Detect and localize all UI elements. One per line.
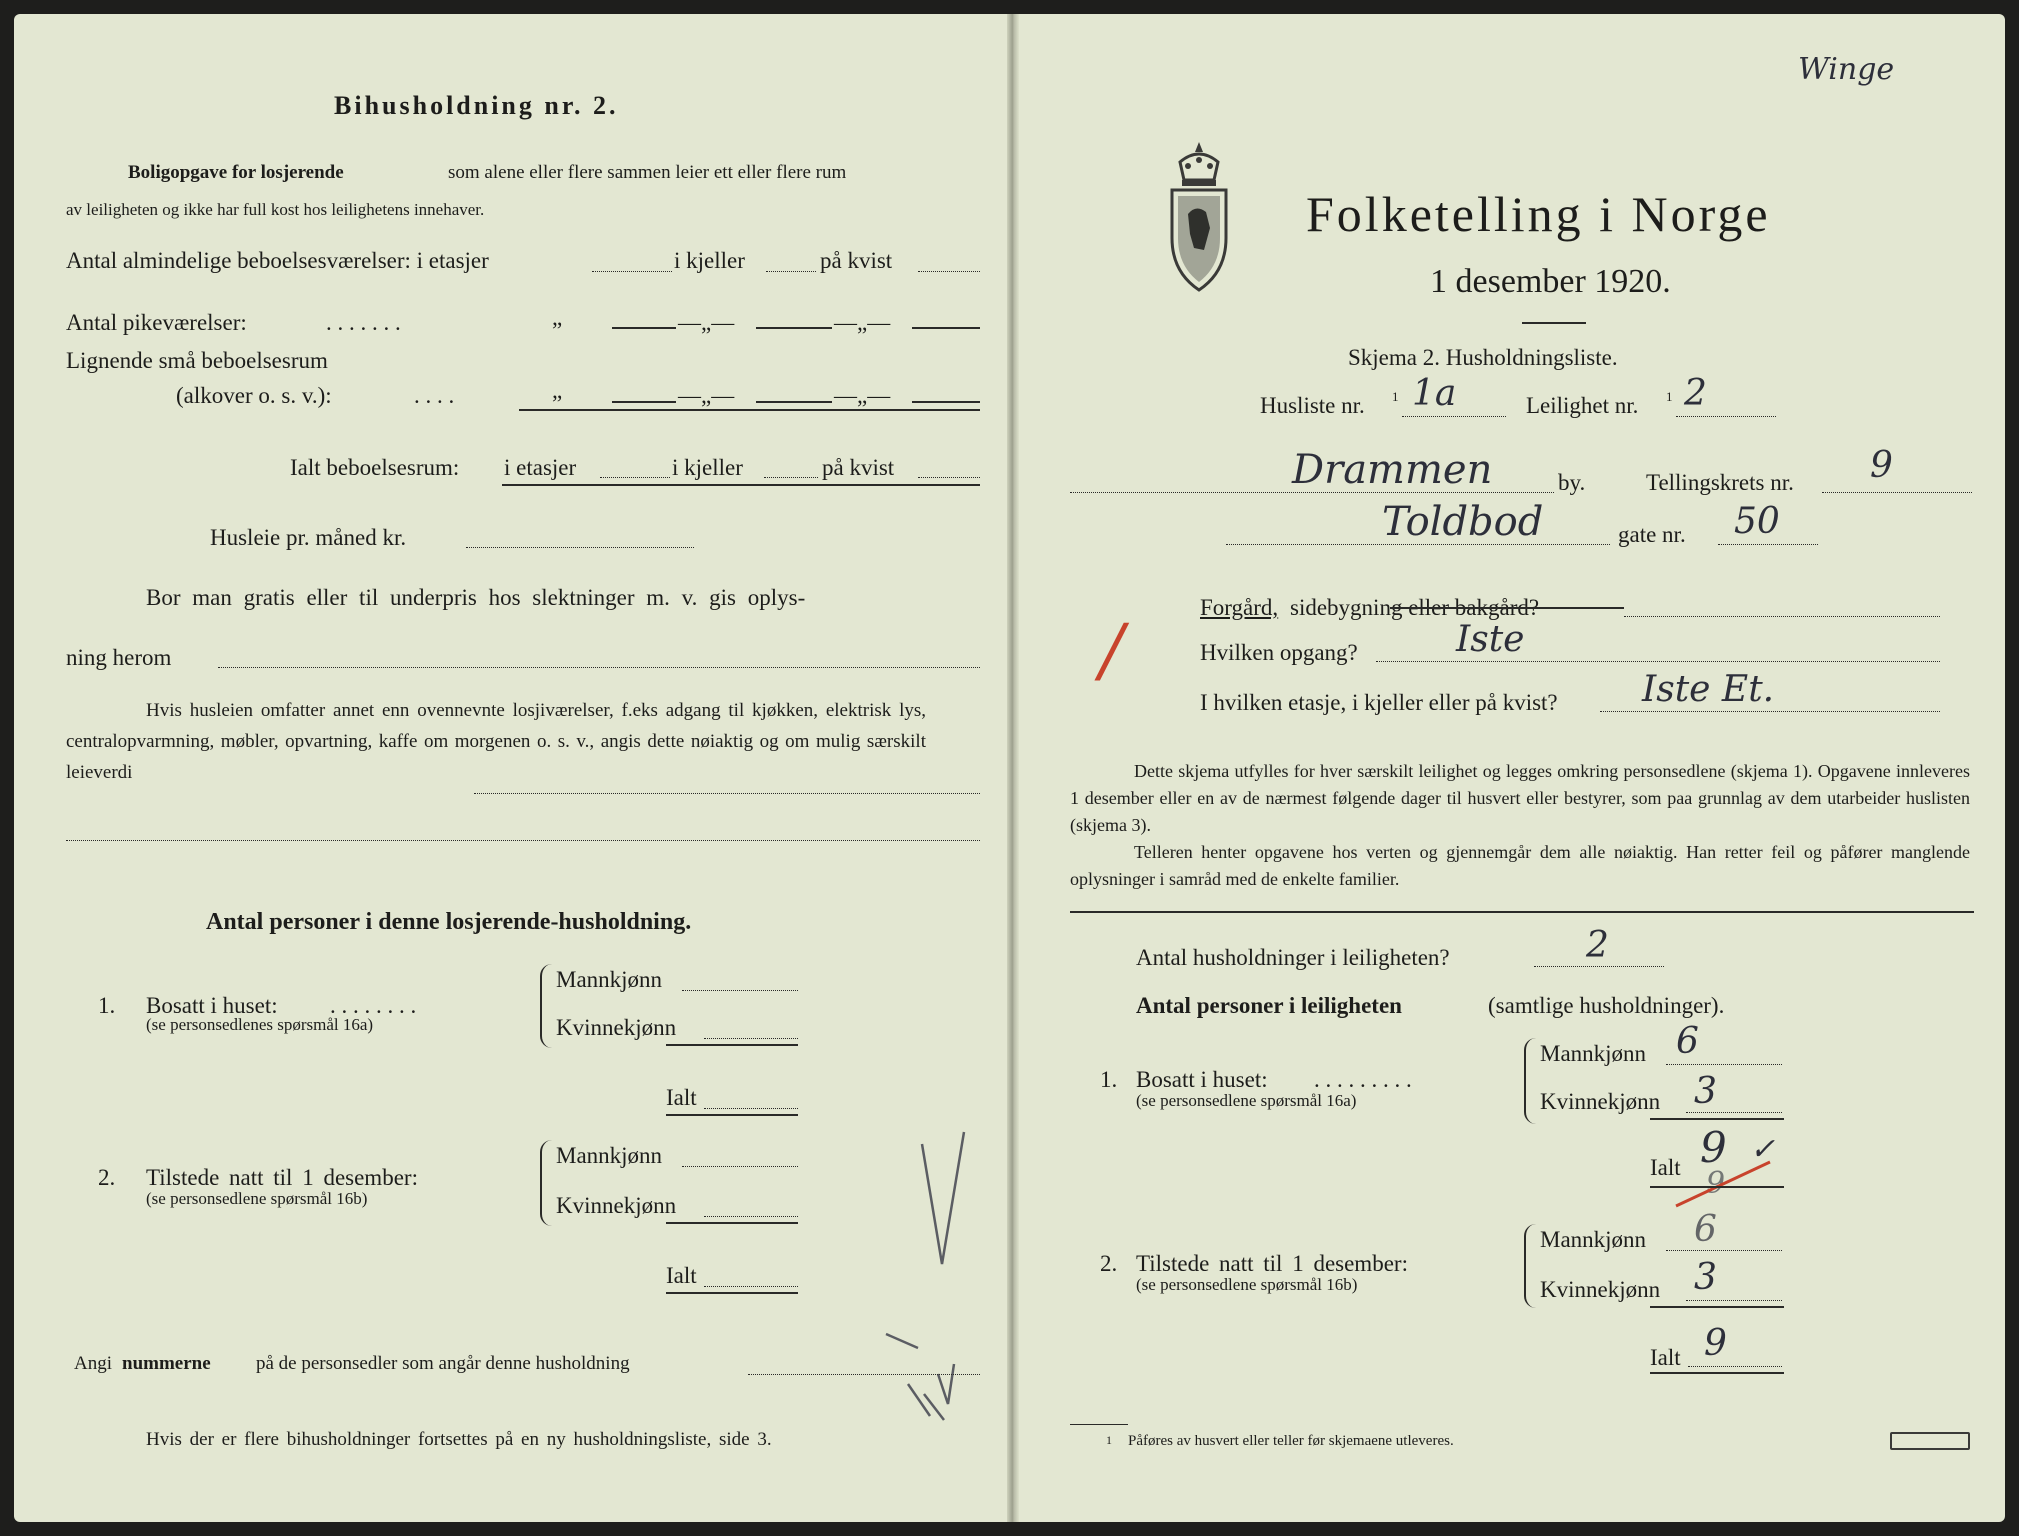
intro-line-1: som alene eller flere sammen leier ett eller flere rum	[448, 162, 847, 183]
ialt-rooms-label: Ialt beboelsesrum:	[290, 455, 460, 480]
right-item2-sub: (se personsedlene spørsmål 16b)	[1136, 1275, 1358, 1294]
pike-ditto-1: „	[552, 305, 563, 330]
pike-ditto-2: —„—	[678, 310, 735, 335]
right-item2-mann-value[interactable]: 6	[1694, 1209, 1717, 1250]
instructions-1: Dette skjema utfylles for hver særskilt leilighet og legges omkring personsedlene (skjema 1). Opgavene innleveres 1 desember eller en av de nærmest følgende dager til husvert eller bestyrer, som paa grunnlag av dem utarbeider huslisten (skjema 3).	[1070, 761, 1970, 835]
intro-line-2: av leiligheten og ikke har full kost hos leilighetens innehaver.	[66, 200, 485, 219]
left-item2-num: 2.	[98, 1165, 116, 1190]
tellingskrets-label: Tellingskrets nr.	[1646, 470, 1794, 495]
census-form-sheet	[14, 14, 2005, 1522]
angi-field[interactable]	[748, 1374, 980, 1375]
right-persons-bold: Antal personer i leiligheten	[1136, 993, 1402, 1018]
alkover-ditto-2: —„—	[678, 383, 735, 408]
sidebygning-strike	[1390, 607, 1624, 609]
printer-stamp	[1890, 1432, 1970, 1450]
right-item1-label: Bosatt i huset:	[1136, 1067, 1268, 1092]
right-item1-kvinne-label: Kvinnekjønn	[1540, 1089, 1661, 1114]
title-divider	[1522, 322, 1586, 324]
pike-field-2[interactable]	[756, 327, 832, 329]
ialt-kjeller-label: i kjeller	[672, 455, 743, 480]
gate-label: gate nr.	[1618, 522, 1686, 547]
right-item2-num: 2.	[1100, 1251, 1118, 1276]
footnote-rule	[1070, 1424, 1128, 1425]
angi-post: på de personsedler som angår denne husholdning	[256, 1353, 630, 1374]
census-date: 1 desember 1920.	[1430, 263, 1671, 300]
pencil-check-mark	[914, 1124, 974, 1274]
left-item1-sum-rule	[666, 1044, 798, 1046]
right-item1-mann-value[interactable]: 6	[1676, 1021, 1699, 1062]
right-item1-kvinne-field	[1686, 1112, 1782, 1113]
left-item2-ialt-label: Ialt	[666, 1263, 697, 1288]
right-item1-brace	[1524, 1038, 1536, 1124]
pike-dots: . . . . . . .	[326, 310, 401, 335]
angi-bold: nummerne	[122, 1353, 211, 1374]
angi-pre: Angi	[74, 1353, 112, 1374]
left-persons-heading: Antal personer i denne losjerende-husholdning.	[206, 909, 692, 935]
forgard-field[interactable]	[1624, 616, 1940, 617]
tellingskrets-field	[1822, 492, 1972, 493]
leieverdi-field-2[interactable]	[66, 840, 980, 841]
ialt-etasjer-label: i etasjer	[504, 455, 577, 480]
right-item1-sum-rule	[1650, 1118, 1784, 1120]
alkover-ditto-3: —„—	[834, 383, 891, 408]
tellingskrets-value[interactable]: 9	[1870, 445, 1893, 486]
by-label: by.	[1558, 470, 1586, 495]
ialt-etasjer-field[interactable]	[600, 477, 670, 478]
husleie-field[interactable]	[466, 547, 694, 548]
sidebygning-text: sidebygning eller bakgård?	[1290, 595, 1540, 620]
city-field	[1070, 492, 1554, 493]
alkover-field-3[interactable]	[912, 401, 980, 403]
husliste-footnote-mark: 1	[1392, 389, 1399, 404]
left-item2-mann-label: Mannkjønn	[556, 1143, 663, 1168]
right-item1-ialt-struck: 9	[1706, 1166, 1726, 1201]
etasje-field	[1600, 711, 1940, 712]
right-item2-ialt-field	[1688, 1366, 1782, 1367]
left-item2-kvinne-field[interactable]	[704, 1216, 798, 1217]
leilighet-label: Leilighet nr.	[1526, 393, 1639, 418]
right-item2-kvinne-label: Kvinnekjønn	[1540, 1277, 1661, 1302]
left-item1-kvinne-label: Kvinnekjønn	[556, 1015, 677, 1040]
instructions-2: Telleren henter opgavene hos verten og gjennemgår dem alle nøiaktig. Han retter feil og påfører manglende oplysninger i samråd med de enkelte familier.	[1070, 842, 1970, 889]
left-item2-ialt-rule	[666, 1292, 798, 1294]
leilighet-footnote-mark: 1	[1666, 389, 1673, 404]
leieverdi-field[interactable]	[474, 793, 980, 794]
left-item1-brace	[540, 964, 552, 1048]
gratis-line-1: Bor man gratis eller til underpris hos slektninger m. v. gis oplys-	[146, 585, 806, 610]
alkover-label: (alkover o. s. v.):	[176, 383, 332, 408]
right-persons-rest: (samtlige husholdninger).	[1488, 993, 1725, 1018]
right-item1-mann-label: Mannkjønn	[1540, 1041, 1647, 1066]
left-item2-brace	[540, 1140, 552, 1226]
corner-name: Winge	[1798, 52, 1895, 87]
gratis-line-2: ning herom	[66, 645, 172, 670]
right-page-title: Folketelling i Norge	[1306, 186, 1771, 242]
left-item1-kvinne-field[interactable]	[704, 1038, 798, 1039]
lignende-label: Lignende små beboelsesrum	[66, 348, 328, 373]
pike-field-1[interactable]	[612, 327, 676, 329]
city-value[interactable]: Drammen	[1292, 447, 1493, 493]
red-margin-mark: /	[1100, 609, 1124, 691]
skjema-label: Skjema 2. Husholdningsliste.	[1348, 345, 1618, 370]
pike-label: Antal pikeværelser:	[66, 310, 247, 335]
husholdninger-value[interactable]: 2	[1586, 925, 1609, 966]
alkover-ditto-1: „	[552, 378, 563, 403]
opgang-value[interactable]: Iste	[1456, 619, 1525, 660]
gate-value[interactable]: 50	[1734, 501, 1780, 542]
right-item2-kvinne-field	[1686, 1300, 1782, 1301]
ialt-rooms-rule	[502, 484, 980, 486]
husliste-label: Husliste nr.	[1260, 393, 1365, 418]
left-item1-ialt-label: Ialt	[666, 1085, 697, 1110]
left-item2-label: Tilstede natt til 1 desember:	[146, 1165, 418, 1190]
etasje-value[interactable]: Iste Et.	[1642, 669, 1775, 710]
left-item2-ialt-field[interactable]	[704, 1286, 798, 1287]
right-item1-num: 1.	[1100, 1067, 1118, 1092]
rooms-label: Antal almindelige beboelsesværelser: i etasjer	[66, 248, 489, 273]
footnote-text: Påføres av husvert eller teller før skjemaene utleveres.	[1128, 1433, 1454, 1449]
right-item1-sub: (se personsedlene spørsmål 16a)	[1136, 1091, 1357, 1110]
right-item1-mann-field	[1666, 1064, 1782, 1065]
rooms-kjeller-label: i kjeller	[674, 248, 745, 273]
husliste-value[interactable]: 1a	[1412, 373, 1457, 414]
left-item1-dots: . . . . . . . .	[330, 993, 417, 1018]
right-item2-sum-rule	[1650, 1306, 1784, 1308]
alkover-dots: . . . .	[414, 383, 455, 408]
right-item2-kvinne-value[interactable]: 3	[1694, 1257, 1717, 1298]
pencil-scribble-mark	[878, 1324, 978, 1434]
left-item2-mann-field[interactable]	[682, 1166, 798, 1167]
left-item2-sum-rule	[666, 1222, 798, 1224]
right-item1-kvinne-value[interactable]: 3	[1694, 1071, 1717, 1112]
pike-field-3[interactable]	[912, 327, 980, 329]
rooms-etasjer-field[interactable]	[592, 271, 672, 272]
husleie-omfatter-text: Hvis husleien omfatter annet enn ovennevnte losjiværelser, f.eks adgang til kjøkken, elektrisk lys, centralopvarmning, møbler, opvartning, kaffe om morgenen o. s. v., angis dette nøiaktig og om mulig særskilt leieverdi	[66, 700, 926, 783]
left-item1-sub: (se personsedlenes spørsmål 16a)	[146, 1015, 374, 1034]
alkover-sum-rule	[519, 409, 980, 411]
right-item2-ialt-label: Ialt	[1650, 1345, 1681, 1370]
right-page-husholdningsliste	[1014, 14, 2005, 1522]
left-item1-mann-field[interactable]	[682, 990, 798, 991]
right-item2-label: Tilstede natt til 1 desember:	[1136, 1251, 1408, 1276]
right-item1-ialt-value[interactable]: 9	[1700, 1123, 1727, 1172]
left-item2-kvinne-label: Kvinnekjønn	[556, 1193, 677, 1218]
footnote-number: 1	[1106, 1433, 1112, 1447]
pike-ditto-3: —„—	[834, 310, 891, 335]
rooms-kvist-label: på kvist	[820, 248, 893, 273]
right-item2-mann-field	[1666, 1250, 1782, 1251]
leilighet-field	[1676, 416, 1776, 417]
left-item1-ialt-rule	[666, 1114, 798, 1116]
forgard-label: Forgård,	[1200, 595, 1279, 620]
street-value[interactable]: Toldbod	[1382, 499, 1544, 545]
ialt-kvist-field[interactable]	[918, 477, 980, 478]
husholdninger-label: Antal husholdninger i leiligheten?	[1136, 945, 1450, 970]
left-item1-label: Bosatt i huset:	[146, 993, 278, 1018]
left-page-title: Bihusholdning nr. 2.	[334, 91, 619, 120]
intro-bold: Boligopgave for losjerende	[128, 162, 344, 183]
left-item1-ialt-field[interactable]	[704, 1108, 798, 1109]
street-field	[1226, 544, 1610, 545]
left-page-bihusholdning	[14, 14, 1009, 1522]
right-item2-brace	[1524, 1224, 1536, 1308]
right-item1-dots: . . . . . . . . .	[1314, 1067, 1412, 1092]
ialt-kjeller-field[interactable]	[764, 477, 818, 478]
husleie-label: Husleie pr. måned kr.	[210, 525, 407, 550]
right-item2-ialt-value[interactable]: 9	[1704, 1323, 1727, 1364]
right-item1-check-mark: ✓	[1750, 1132, 1776, 1167]
coat-of-arms-icon	[1166, 138, 1232, 296]
rooms-kjeller-field[interactable]	[766, 271, 816, 272]
etasje-label: I hvilken etasje, i kjeller eller på kvist?	[1200, 690, 1558, 715]
left-footer: Hvis der er flere bihusholdninger fortsettes på en ny husholdningsliste, side 3.	[146, 1429, 772, 1450]
left-item1-num: 1.	[98, 993, 116, 1018]
leilighet-value[interactable]: 2	[1684, 373, 1707, 414]
rooms-kvist-field[interactable]	[918, 271, 980, 272]
gate-field	[1718, 544, 1818, 545]
ialt-kvist-label: på kvist	[822, 455, 895, 480]
alkover-field-1[interactable]	[612, 401, 676, 403]
opgang-label: Hvilken opgang?	[1200, 640, 1358, 665]
right-item1-ialt-rule	[1650, 1186, 1784, 1188]
section-divider	[1070, 911, 1974, 913]
left-item2-sub: (se personsedlene spørsmål 16b)	[146, 1189, 368, 1208]
alkover-field-2[interactable]	[756, 401, 832, 403]
right-item1-ialt-label: Ialt	[1650, 1155, 1681, 1180]
right-item2-mann-label: Mannkjønn	[1540, 1227, 1647, 1252]
husliste-field	[1402, 416, 1506, 417]
left-item1-mann-label: Mannkjønn	[556, 967, 663, 992]
right-item2-ialt-rule	[1650, 1372, 1784, 1374]
opgang-field	[1376, 661, 1940, 662]
husholdninger-field	[1534, 966, 1664, 967]
gratis-field[interactable]	[218, 667, 980, 668]
red-correction-stroke	[1670, 1154, 1780, 1214]
